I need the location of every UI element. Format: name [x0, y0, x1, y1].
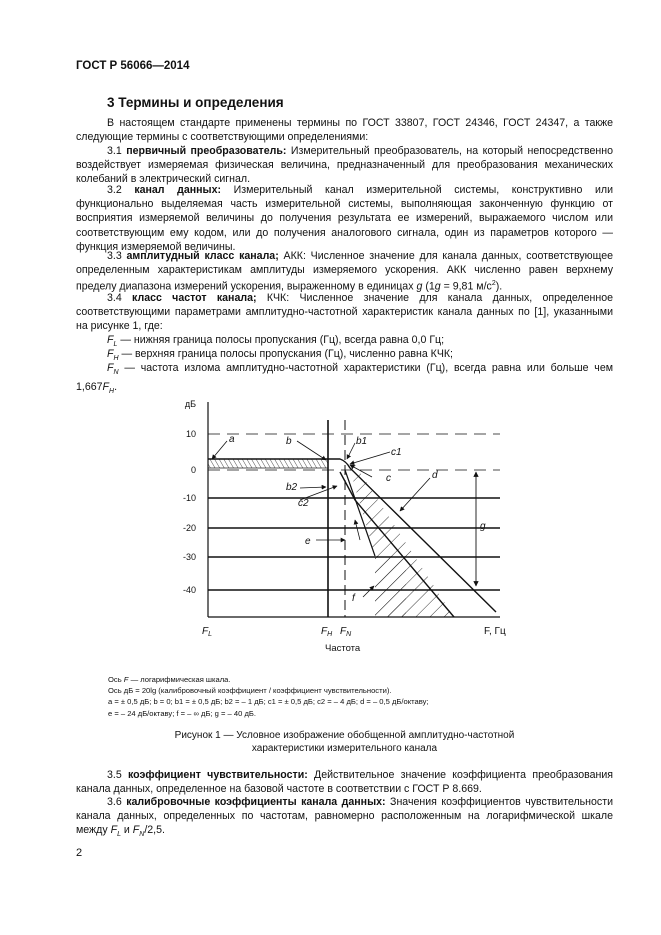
- term-text: АКК: Численное значение для канала данных, соответствующее определенным характеристикам амплитуды измеряемого ускорения. АКК численно равен верхнему пределу диапазона измерений ускорения, выраженному в единицах: [76, 250, 613, 293]
- term-text-d: ).: [495, 280, 503, 293]
- term-text: Измерительный преобразователь, на который непосредственно воздействует измеряемая физическая величина, предназначенный для преобразования механических колебаний в электрический сигнал.: [76, 145, 614, 186]
- unit-g: g: [434, 280, 441, 293]
- annotation-c2: c2: [298, 498, 309, 509]
- intro-paragraph: В настоящем стандарте применены термины по ГОСТ 33807, ГОСТ 24346, ГОСТ 24347, а также следующие термины с соответствующими определениями:: [76, 117, 613, 144]
- figure-caption: [76, 729, 613, 755]
- note-line-1: [108, 674, 429, 685]
- annotation-b2: b2: [286, 482, 298, 493]
- note-line-4: e = – 24 дБ/октаву; f = – ∞ дБ; g = – 40 дБ.: [108, 708, 256, 718]
- symbol: F: [110, 824, 118, 837]
- term-number: 3.4: [107, 292, 122, 304]
- x-axis-unit-label: F, Гц: [484, 626, 506, 637]
- superscript: 2: [491, 280, 496, 288]
- caption-line-2: характеристики измерительного канала: [251, 743, 438, 754]
- symbol-sub: N: [139, 831, 145, 839]
- y-tick-label: -10: [182, 493, 196, 503]
- term-text-c: = 9,81 м/с: [443, 280, 492, 293]
- term-name: амплитудный класс канала;: [126, 250, 279, 262]
- symbol: F: [107, 334, 114, 346]
- annotation-b1: b1: [356, 436, 368, 447]
- symbol-sub: H: [109, 388, 115, 396]
- term-text-b: (1: [425, 280, 435, 293]
- term-number: 3.5: [107, 769, 122, 781]
- document-header: ГОСТ Р 56066—2014: [76, 60, 190, 72]
- term-text: Значения коэффициентов чувствительности канала данных, определенных по частотам, равномерно расположенным на логарифмической шкале между: [76, 796, 613, 837]
- symbol: F: [132, 824, 140, 837]
- annotation-c1: c1: [391, 447, 402, 458]
- response-curve-upper: [208, 459, 496, 612]
- page-number: 2: [76, 847, 83, 859]
- definition-text: — верхняя граница полосы пропускания (Гц), численно равна КЧК;: [121, 348, 454, 360]
- symbol-sub: L: [117, 831, 121, 839]
- term-name: калибровочные коэффициенты канала данных:: [126, 796, 386, 808]
- note-line-3: a = ± 0,5 дБ; b = 0; b1 = ± 0,5 дБ; b2 = – 1 дБ; c1 = ± 0,5 дБ; c2 = – 4 дБ; d = – 0,5 дБ/октаву;: [108, 697, 429, 707]
- term-number: 3.3: [107, 250, 122, 262]
- annotation-f: f: [352, 593, 355, 604]
- term-text: Действительное значение коэффициента преобразования канала данных, определенное на базовой частоте в соответствии с ГОСТ Р 8.669.: [76, 769, 614, 796]
- symbol: F: [107, 348, 114, 360]
- term-name: первичный преобразователь:: [126, 145, 287, 157]
- tolerance-band-a: [208, 459, 328, 468]
- y-tick-label: 0: [190, 465, 196, 475]
- term-name: канал данных:: [134, 184, 222, 196]
- y-gridlines: [208, 434, 500, 590]
- unit-g: g: [416, 280, 423, 293]
- definition-end: .: [114, 381, 118, 394]
- definition-text: — частота излома амплитудно-частотной характеристики (Гц), всегда равна или больше чем 1,667: [76, 362, 613, 394]
- term-3-5: [76, 768, 613, 796]
- symbol-sub: N: [113, 369, 119, 377]
- symbol: F: [107, 362, 114, 374]
- symbol: F: [102, 381, 109, 394]
- term-number: 3.2: [107, 184, 122, 196]
- annotation-c: c: [386, 473, 391, 484]
- term-number: 3.6: [107, 796, 122, 808]
- conjunction: и: [123, 824, 130, 837]
- annotation-e: e: [305, 536, 311, 547]
- annotation-a: a: [229, 434, 235, 445]
- term-name: коэффициент чувствительности:: [128, 769, 308, 781]
- term-3-6: [76, 795, 613, 843]
- symbol-sub: L: [113, 341, 118, 349]
- note-text: — логарифмическая шкала.: [130, 675, 231, 684]
- y-axis-label: дБ: [184, 399, 196, 409]
- y-tick-label: 10: [185, 429, 196, 439]
- term-number: 3.1: [107, 145, 122, 157]
- caption-line-1: Рисунок 1 — Условное изображение обобщенной амплитудно-частотной: [174, 730, 515, 741]
- symbol-sub: H: [113, 355, 119, 363]
- definition-text: — нижняя граница полосы пропускания (Гц), всегда равна 0,0 Гц;: [120, 334, 445, 346]
- figure-notes: [108, 674, 429, 719]
- y-tick-label: -30: [182, 552, 196, 562]
- term-end: /2,5.: [144, 824, 165, 837]
- tolerance-region-f: [375, 556, 406, 617]
- x-axis-label: Частота: [325, 643, 361, 654]
- x-tick-fl: $F_L$: [202, 626, 213, 638]
- note-text: Ось: [108, 675, 122, 684]
- term-name: класс частот канала;: [132, 292, 257, 304]
- term-text: КЧК: Численное значение для канала данных, определенное соответствующими параметрами амплитудно-частотной характеристик канала данных по [1], указанными на рисунке 1, где:: [76, 292, 613, 333]
- annotation-g: g: [480, 521, 486, 532]
- note-line-2: Ось дБ = 20lg (калибровочный коэффициент / коэффициент чувствительности).: [108, 686, 392, 696]
- annotation-d: d: [432, 470, 438, 481]
- section-title: 3 Термины и определения: [107, 95, 284, 110]
- x-tick-fn: $F_N$: [340, 626, 352, 638]
- annotation-b: b: [286, 436, 292, 447]
- x-tick-fh: $F_H$: [321, 626, 333, 638]
- note-symbol: F: [123, 675, 129, 684]
- y-tick-label: -40: [182, 585, 196, 595]
- y-tick-label: -20: [182, 523, 196, 533]
- term-text: Измерительный канал измерительной системы, конструктивно или функционально выделяемая часть измерительной системы, выполняющая законченную функцию от восприятия измеряемой величины до получения результата ее измерений, выражаемого числом или соответствующим ему кодом, или до получения аналогового сигнала, один из параметров которого — функция измеряемой величины.: [76, 184, 613, 253]
